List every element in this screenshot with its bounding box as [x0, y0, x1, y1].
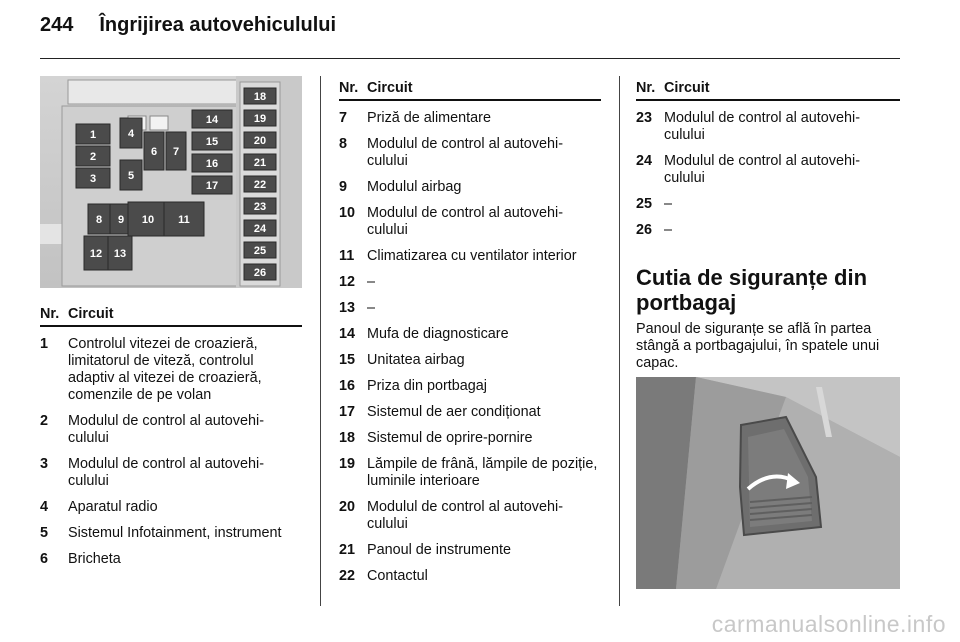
fuse-label: 25	[253, 245, 267, 257]
nr-header: Nr.	[339, 80, 359, 96]
section-paragraph: Panoul de siguranțe se află în partea stângă a portbagajului, în spatele unui capac.	[636, 321, 880, 371]
fuse-label: 19	[253, 113, 267, 125]
fuse-label: 5	[127, 170, 135, 182]
fuse-row	[339, 456, 601, 490]
fuse-label: 16	[205, 158, 219, 170]
page-number: 244	[40, 14, 74, 36]
fuse-circuit: Contactul	[367, 568, 428, 584]
fuse-row	[339, 378, 601, 395]
fuse-number: 2	[40, 413, 49, 429]
column-divider	[320, 76, 321, 606]
fuse-label: 9	[117, 214, 125, 226]
fuse-circuit: Unitatea airbag	[367, 352, 465, 368]
fuse-circuit: –	[664, 196, 673, 212]
fuse-number: 18	[339, 430, 356, 446]
fuse-circuit: Modulul airbag	[367, 179, 462, 195]
fuse-number: 11	[339, 248, 355, 264]
fuse-label: 14	[205, 114, 219, 126]
fuse-box-diagram	[40, 76, 302, 288]
fuse-number: 15	[339, 352, 356, 368]
fuse-label: 8	[95, 214, 103, 226]
fuse-circuit: Mufa de diagnosticare	[367, 326, 509, 342]
fuse-number: 12	[339, 274, 356, 290]
fuse-row	[636, 153, 900, 187]
column-divider	[619, 76, 620, 606]
fuse-number: 20	[339, 499, 356, 515]
fuse-row	[40, 499, 302, 516]
fuse-label: 18	[253, 91, 267, 103]
fuse-label: 1	[89, 129, 97, 141]
fuse-label: 24	[253, 223, 267, 235]
fuse-label: 15	[205, 136, 219, 148]
fuse-number: 13	[339, 300, 356, 316]
fuse-row	[339, 136, 601, 170]
fuse-circuit: Panoul de instrumente	[367, 542, 511, 558]
fuse-label: 26	[253, 267, 267, 279]
column-3	[636, 80, 900, 372]
circuit-header: Circuit	[367, 80, 413, 96]
fuse-circuit: Controlul vitezei de croazieră, limitatorul de viteză, controlul adaptiv al vitezei de croazieră, comenzile de pe volan	[68, 336, 262, 403]
fuse-row	[636, 110, 900, 144]
fuse-row	[339, 300, 601, 317]
fuse-label: 12	[89, 248, 103, 260]
fuse-label: 6	[150, 146, 158, 158]
fuse-row	[339, 248, 601, 265]
fuse-number: 9	[339, 179, 348, 195]
fuse-circuit: Modulul de control al autovehi-culului	[68, 413, 264, 446]
fuse-label: 10	[141, 214, 155, 226]
fuse-circuit: Modulul de control al autovehi-culului	[367, 136, 563, 169]
fuse-number: 21	[339, 542, 356, 558]
fuse-number: 24	[636, 153, 653, 169]
header-rule	[40, 58, 900, 59]
fuse-row	[339, 499, 601, 533]
fuse-row	[339, 542, 601, 559]
fuse-number: 8	[339, 136, 348, 152]
fuse-label: 21	[253, 157, 267, 169]
fuse-label: 20	[253, 135, 267, 147]
fuse-circuit: –	[367, 300, 376, 316]
fuse-row	[339, 274, 601, 291]
fuse-label: 22	[253, 179, 267, 191]
fuse-number: 6	[40, 551, 49, 567]
fuse-row	[339, 430, 601, 447]
trunk-fuse-cover-photo	[636, 377, 900, 589]
fuse-row	[40, 336, 302, 404]
fuse-circuit: Sistemul Infotainment, instrument	[68, 525, 282, 541]
fuse-circuit: Priza din portbagaj	[367, 378, 487, 394]
fuse-circuit: Lămpile de frână, lămpile de poziție, luminile interioare	[367, 456, 598, 489]
fuse-list-3	[636, 110, 900, 239]
page-header	[40, 14, 336, 37]
fuse-row	[339, 404, 601, 421]
fuse-number: 25	[636, 196, 653, 212]
fuse-circuit: –	[367, 274, 376, 290]
fuse-circuit: Sistemul de oprire-pornire	[367, 430, 533, 446]
column-2-table	[339, 80, 601, 585]
fuse-row	[339, 110, 601, 127]
nr-header: Nr.	[40, 306, 60, 322]
fuse-number: 23	[636, 110, 653, 126]
fuse-label: 11	[178, 214, 190, 226]
fuse-circuit: Modulul de control al autovehi-culului	[367, 205, 563, 238]
fuse-number: 3	[40, 456, 49, 472]
fuse-row	[636, 222, 900, 239]
fuse-circuit: Aparatul radio	[68, 499, 158, 515]
fuse-number: 19	[339, 456, 356, 472]
nr-header: Nr.	[636, 80, 656, 96]
circuit-header: Circuit	[68, 306, 114, 322]
fuse-circuit: –	[664, 222, 673, 238]
fuse-circuit: Modulul de control al autovehi-culului	[664, 153, 860, 186]
fuse-row	[636, 196, 900, 213]
fuse-row	[339, 179, 601, 196]
fuse-row	[339, 352, 601, 369]
fuse-label: 17	[205, 180, 219, 192]
fuse-number: 7	[339, 110, 348, 126]
fuse-number: 1	[40, 336, 49, 352]
fuse-label: 3	[89, 173, 97, 185]
fuse-row	[40, 456, 302, 490]
fuse-number: 16	[339, 378, 356, 394]
page-title: Îngrijirea autovehiculului	[99, 14, 337, 36]
fuse-circuit: Climatizarea cu ventilator interior	[367, 248, 577, 264]
fuse-number: 10	[339, 205, 356, 221]
fuse-circuit: Modulul de control al autovehi-culului	[664, 110, 860, 143]
table-header	[339, 80, 601, 101]
fuse-number: 14	[339, 326, 356, 342]
fuse-list-1	[40, 336, 302, 568]
fuse-label: 7	[172, 146, 180, 158]
fuse-list-2	[339, 110, 601, 585]
fuse-row	[40, 525, 302, 542]
fuse-circuit: Sistemul de aer condiționat	[367, 404, 541, 420]
fuse-number: 26	[636, 222, 653, 238]
fuse-circuit: Bricheta	[68, 551, 121, 567]
fuse-circuit: Modulul de control al autovehi-culului	[68, 456, 264, 489]
fuse-number: 5	[40, 525, 49, 541]
fuse-label: 23	[253, 201, 267, 213]
fuse-label: 2	[89, 151, 97, 163]
fuse-number: 17	[339, 404, 356, 420]
fuse-row	[339, 568, 601, 585]
fuse-label: 13	[113, 248, 127, 260]
table-header	[636, 80, 900, 101]
watermark: carmanualsonline.info	[711, 611, 946, 637]
fuse-circuit: Priză de alimentare	[367, 110, 491, 126]
fuse-row	[40, 551, 302, 568]
fuse-label: 4	[127, 128, 135, 140]
circuit-header: Circuit	[664, 80, 710, 96]
section-title: Cutia de siguranțe din portbagaj	[636, 265, 868, 315]
fuse-number: 4	[40, 499, 49, 515]
fuse-row	[339, 205, 601, 239]
fuse-number: 22	[339, 568, 356, 584]
fuse-row	[339, 326, 601, 343]
fuse-circuit: Modulul de control al autovehi-culului	[367, 499, 563, 532]
fuse-row	[40, 413, 302, 447]
column-1-table	[40, 306, 302, 568]
table-header	[40, 306, 302, 327]
